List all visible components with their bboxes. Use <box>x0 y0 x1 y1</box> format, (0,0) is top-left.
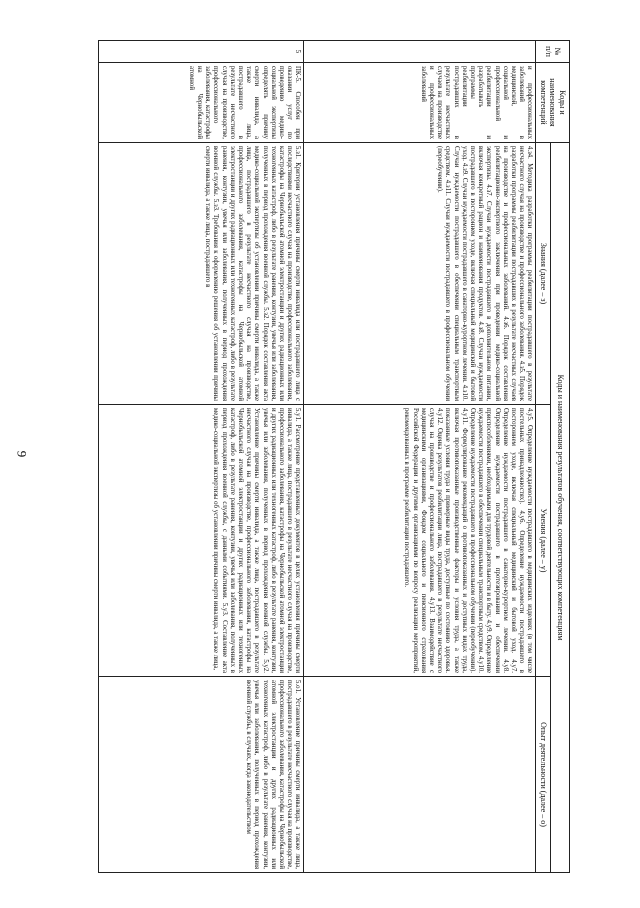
knowledge-cell <box>99 143 304 405</box>
competency-cell <box>304 63 536 143</box>
header-code: Коды и наименования компетенций <box>536 63 570 143</box>
rotated-page-content <box>80 40 570 872</box>
experience-cell <box>304 677 536 873</box>
competencies-table <box>99 40 571 873</box>
competency-text: и профессиональных заболеваний в медицинской, социальной и профессиональной реабилитации и разрабатывать программы реабилитации пострадавших в результате несчастных случаев на производстве и профессиональных заболеваний <box>419 66 534 139</box>
row-num: 5 <box>99 41 304 63</box>
competency-cell <box>99 63 304 143</box>
experience-text: 5.о1. Установление причины смерти инвалида, а также лица, пострадавшего в результате несчастного случая на производстве, профессионального заболевания, катастрофы на Чернобыльской атомной электростанции и других радиационных или техногенных катастроф, либо в результате ранения, контузии, увечья или заболевания, полученных в период прохождения военной службы, в случаях, когда законодательством <box>245 680 302 869</box>
header-experience: Опыт деятельности (далее – о) <box>536 677 551 873</box>
header-skills: Умения (далее – у) <box>536 405 551 677</box>
table-header-row <box>551 41 570 873</box>
page-number: 9 <box>14 450 30 458</box>
skills-cell <box>99 405 304 677</box>
table-row <box>99 41 304 873</box>
skills-cell <box>304 405 536 677</box>
header-knowledge: Знания (далее – з) <box>536 143 551 405</box>
header-num: № п/п <box>536 41 570 63</box>
row-num <box>304 41 536 63</box>
header-results-group: Коды и наименования результатов обучения, соответствующих компетенциям <box>551 143 570 873</box>
experience-cell <box>99 677 304 873</box>
table-subheader-row <box>536 41 551 873</box>
skills-text: 5.у1. Рассмотрение представленных документов в целях установления причины смерти инвалида, а также лица, пострадавшего в результате несчастного случая на производстве, профессионального заболевания, катастрофы на Чернобыльской атомной электростанции и других радиационных или техногенных катастроф, либо в результате ранения, контузии, увечья или заболевания, полученных в период прохождения военной службы. 5.у2. Установление причины смерти инвалида, а также лица, пострадавшего в результате несчастного случая на производстве, профессионального заболевания, катастрофы на Чернобыльской атомной электростанции и других радиационных или техногенных катастроф, либо в результате ранения, контузии, увечья или заболевания, полученных в период прохождения военной службы, с данными событиями. 5.у3. Составление акта медико-социальной экспертизы об установлении причины смерти инвалида, а также лица, <box>212 408 302 673</box>
knowledge-text: 4.з4. Методика разработки программы реабилитации пострадавшего в результате несчастного случая на производстве и профессионального заболевания. 4.з5. Порядок разработки программы реабилитации пострадавших в результате несчастных случаев на производстве и профессиональных заболеваний. 4.з6. Порядок составления реабилитационно-экспертного заключения при проведении медико-социальной экспертизы. 4.з7. Случаи нуждаемости пострадавшего в дополнительном питании, включая конкретный рацион и наименования продуктов. 4.з8. Случаи нуждаемости пострадавшего в постороннем уходе, включая специальный медицинский и бытовой уход. 4.з9. Случаи нуждаемости пострадавшего в санаторно-курортном лечении. 4.з10. Случаи нуждаемости пострадавшего в обеспечении специальным транспортным средством. 4.з11. Случаи нуждаемости пострадавшего в профессиональном обучении (переобучении). <box>436 146 534 401</box>
competency-text: ПК-5. Способен при оказании услуг по проведению медико-социальной экспертизы определять причину смерти инвалида, а также лица, пострадавшего в результате несчастного случая на производстве, профессионального заболевания, катастрофы на Чернобыльской атомной <box>187 66 302 139</box>
knowledge-cell <box>304 143 536 405</box>
skills-text: 4.у5. Определение нуждаемости пострадавшего в медицинских изделиях (в том числе постельных принадлежностях). 4.у6. Определение нуждаемости пострадавшего в постороннем уходе, включая специальный медицинский и бытовой уход. 4.у7. Определение нуждаемости пострадавшего в санаторно-курортном лечении. 4.у8. Определение нуждаемости пострадавшего в протезировании и обеспечении приспособлениями, необходимыми для трудовой деятельности и в быту. 4.у9. Определение нуждаемости пострадавшего в обеспечении специальным транспортным средством. 4.у10. Определение нуждаемости пострадавшего в профессиональном обучении (переобучении). 4.у11. Формулирование рекомендаций о противопоказанных и доступных видах труда, включая противопоказанные производственные факторы и условия труда, а также показанные условия труда и примерные виды труда, доступные по состоянию здоровья. 4.у12. Оценка результатов реабилитации лица, пострадавшего в результате несчастного случая на производстве и профессионального заболевания. 4.у13. Взаимодействие с медицинскими организациями, Фондом социального и пенсионного страхования Российской Федерации и другими организациями по вопросу реализации мероприятий, рекомендованных в программе реабилитации пострадавшего. <box>403 408 534 673</box>
knowledge-text: 5.з1. Критерии установления причины смерти инвалида или пострадавшего лица с последствиями несчастного случая на производстве, профессионального заболевания, катастрофы на Чернобыльской атомной электростанции и других радиационных или техногенных катастроф, либо в результате ранения, контузии, увечья или заболевания, полученных в период прохождения военной службы. 5.з2. Порядок составления акта медико-социальной экспертизы об установлении причины смерти инвалида, а также лица, пострадавшего в результате несчастного случая на производстве, профессионального заболевания, катастрофы на Чернобыльской атомной электростанции и других радиационных или техногенных катастроф, либо в результате ранения, контузии, увечья или заболевания, полученных в период прохождения военной службы. 5.з3. Требования к оформлению решения об установлении причины смерти инвалида, а также лица, пострадавшего в <box>204 146 302 401</box>
table-row <box>304 41 536 873</box>
